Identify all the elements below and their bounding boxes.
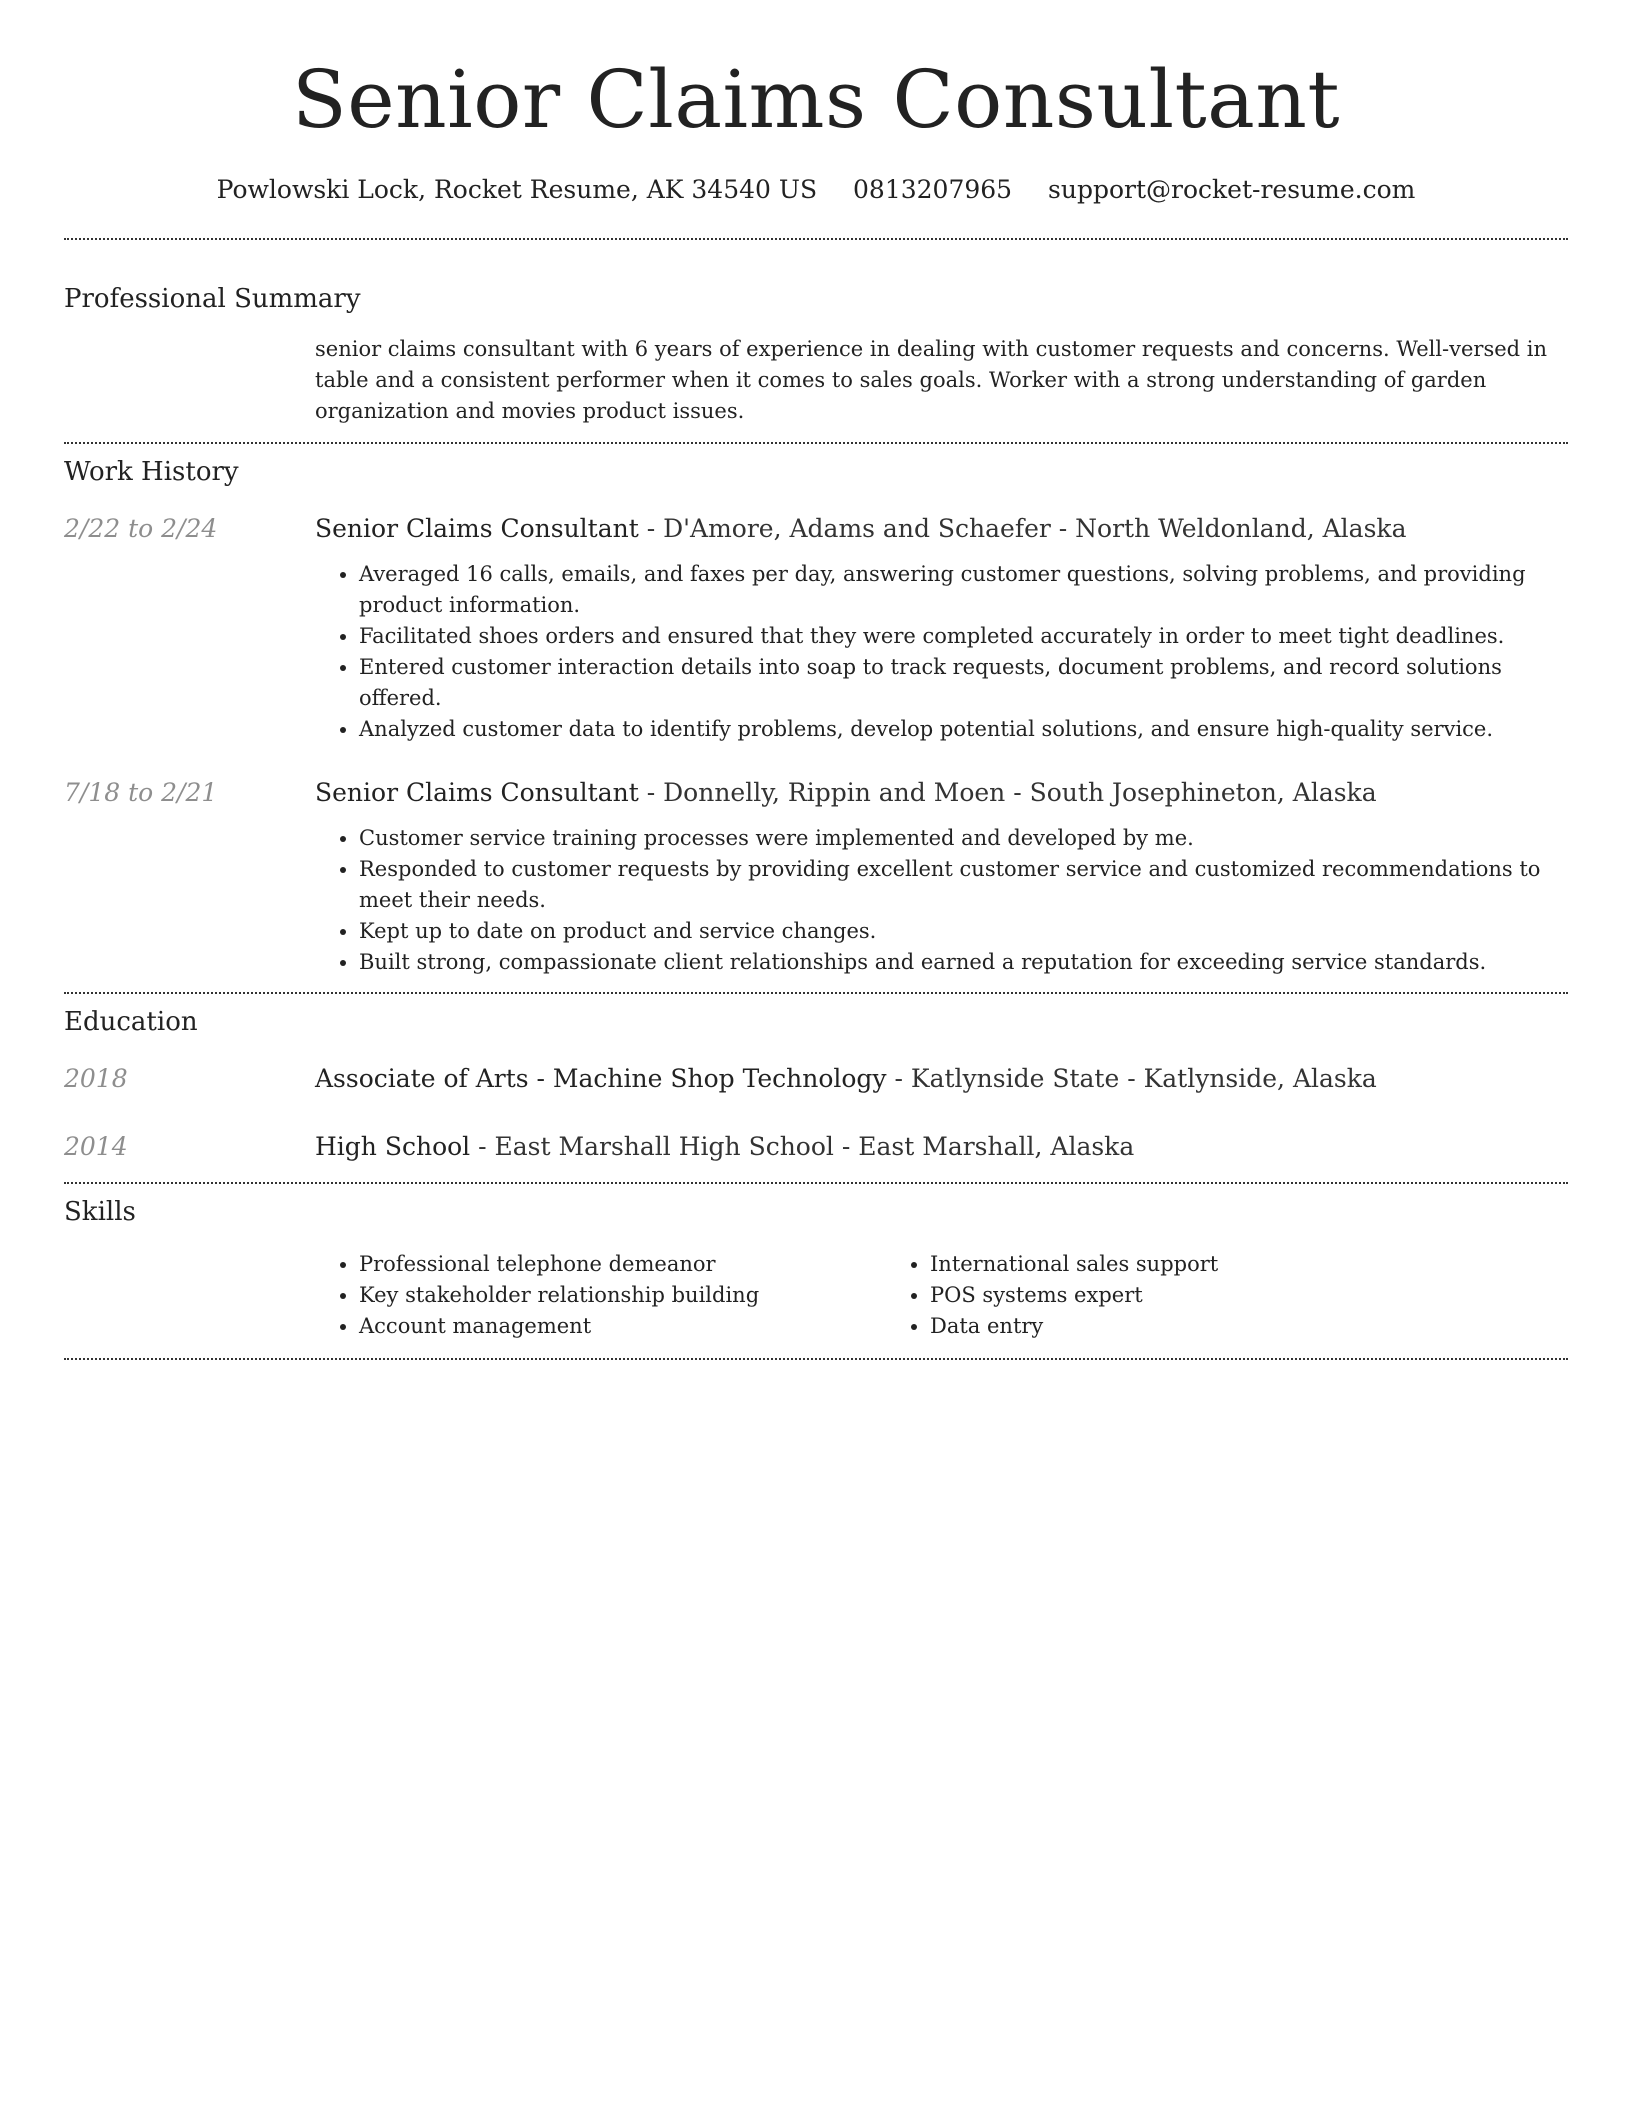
job-title <box>315 777 1568 809</box>
education-school: - East Marshall High School - East Marshall, Alaska <box>470 1132 1135 1161</box>
work-section <box>64 444 1568 978</box>
job-dates: 7/18 to 2/21 <box>64 778 218 807</box>
list-item: • Professional telephone demeanor <box>359 1249 886 1280</box>
job-entry <box>64 513 1568 745</box>
education-degree: Associate of Arts - Machine Shop Technology <box>315 1064 887 1093</box>
job-employer: - D'Amore, Adams and Schaefer - North Weldonland, Alaska <box>638 514 1407 543</box>
contact-line <box>64 174 1568 206</box>
list-item: • Responded to customer requests by providing excellent customer service and customized recommendations to meet their needs. <box>359 854 1568 916</box>
education-year: 2018 <box>64 1064 128 1093</box>
list-item: • Key stakeholder relationship building <box>359 1280 886 1311</box>
education-section <box>64 994 1568 1163</box>
list-item: • Analyzed customer data to identify problems, develop potential solutions, and ensure high-quality service. <box>359 714 1568 745</box>
resume-header <box>64 0 1568 206</box>
list-item: • Kept up to date on product and service changes. <box>359 916 1568 947</box>
job-bullets <box>315 559 1568 745</box>
list-item: • Customer service training processes were implemented and developed by me. <box>359 823 1568 854</box>
skills-grid <box>315 1249 1568 1342</box>
contact-email: support@rocket-resume.com <box>1048 175 1416 204</box>
job-title <box>315 513 1568 545</box>
candidate-name: Senior Claims Consultant <box>291 53 1341 146</box>
job-role: Senior Claims Consultant <box>315 514 639 543</box>
job-dates: 2/22 to 2/24 <box>64 514 218 543</box>
education-title-line <box>315 1063 1568 1095</box>
contact-address: Powlowski Lock, Rocket Resume, AK 34540 US <box>216 175 818 204</box>
list-item: • Averaged 16 calls, emails, and faxes per day, answering customer questions, solving problems, and providing product information. <box>359 559 1568 621</box>
education-title-line <box>315 1131 1568 1163</box>
job-bullets <box>315 823 1568 978</box>
job-entry <box>64 777 1568 978</box>
list-item: • Facilitated shoes orders and ensured that they were completed accurately in order to meet tight deadlines. <box>359 621 1568 652</box>
job-employer: - Donnelly, Rippin and Moen - South Josephineton, Alaska <box>638 778 1377 807</box>
skills-section <box>64 1184 1568 1342</box>
list-item: • Data entry <box>930 1311 1457 1342</box>
skills-title: Skills <box>64 1197 136 1227</box>
summary-title: Professional Summary <box>64 284 361 314</box>
summary-section <box>64 240 1568 427</box>
list-item: • Entered customer interaction details into soap to track requests, document problems, and record solutions offered. <box>359 652 1568 714</box>
list-item: • Account management <box>359 1311 886 1342</box>
skills-list-right <box>886 1249 1457 1342</box>
education-year: 2014 <box>64 1132 128 1161</box>
list-item: • International sales support <box>930 1249 1457 1280</box>
education-degree: High School <box>315 1132 471 1161</box>
education-title: Education <box>64 1007 198 1037</box>
education-entry <box>64 1131 1568 1163</box>
education-entry <box>64 1063 1568 1095</box>
summary-text: senior claims consultant with 6 years of experience in dealing with customer requests and concerns. Well-versed in table and a consistent performer when it comes to sales goals. Worker with a strong understanding of garden organization and movies product issues. <box>315 337 1548 423</box>
divider <box>64 1358 1568 1360</box>
skills-list-left <box>315 1249 886 1342</box>
job-role: Senior Claims Consultant <box>315 778 639 807</box>
work-title: Work History <box>64 457 239 487</box>
list-item: • Built strong, compassionate client relationships and earned a reputation for exceeding service standards. <box>359 947 1568 978</box>
list-item: • POS systems expert <box>930 1280 1457 1311</box>
education-school: - Katlynside State - Katlynside, Alaska <box>886 1064 1377 1093</box>
contact-phone: 0813207965 <box>853 175 1013 204</box>
